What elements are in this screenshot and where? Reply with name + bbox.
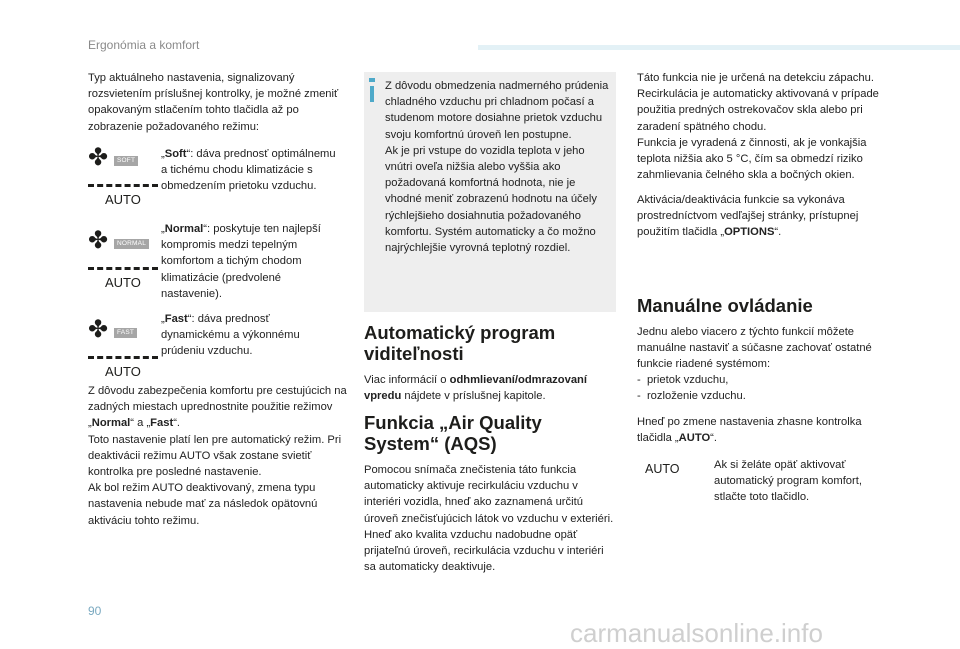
normal-mode-icon (88, 227, 158, 290)
auto-label: AUTO (105, 192, 141, 207)
divider (88, 267, 158, 270)
aqs-details: Táto funkcia nie je určená na detekciu zápachu. Recirkulácia je automaticky aktivovaná v prípade použitia predných ostrekovačov skla alebo pri zaradení spätného chodu. Funkcia je vyradená z činnosti, ak je vonkajšia teplota nižšia ako 5 °C, čím sa obmedzí riziko zahmlievania čelného skla a bočných okien. (637, 72, 879, 182)
options-text: Aktivácia/deaktivácia funkcie sa vykonáva prostredníctvom vedľajšej stránky, prístupnej použitím tlačidla „OPTIONS“. (637, 194, 859, 239)
manual-text: Jednu alebo viacero z týchto funkcií môžete manuálne nastaviť a súčasne zachovať ostatné funkcie riadené systémom: (637, 326, 872, 371)
aqs-text: Pomocou snímača znečistenia táto funkcia automaticky aktivuje recirkuláciu vzduchu v interiéri vozidla, hneď ako zaznamená určitú úroveň znečisťujúcich látok vo vzduchu v exteriéri. Hneď ako kvalita vzduchu nadobudne opäť prijateľnú úroveň, recirkulácia vzduchu v interiéri sa automaticky deaktivuje. (364, 464, 614, 574)
mode-label: FAST (114, 328, 137, 338)
comfort-paragraph: Z dôvodu zabezpečenia komfortu pre cestujúcich na zadných miestach uprednostnite použitie režimov „Normal“ a „Fast“. Toto nastavenie platí len pre automatický režim. Pri deaktivácii režimu AUTO však zostane svietiť kontrolka pre posledné nastavenie. Ak bol režim AUTO deaktivovaný, zmena typu nastavenia nebude mať za následok opätovnú aktiváciu tohto režimu. (88, 385, 347, 527)
fast-mode-text: „Fast“: dáva prednosť dynamickému a výkonnému prúdeniu vzduchu. (161, 313, 300, 358)
auto-label: AUTO (105, 364, 141, 379)
mode-name: Fast (164, 313, 188, 325)
soft-mode-icon (88, 144, 158, 207)
divider (88, 356, 158, 359)
list-item: - prietok vzduchu, (637, 374, 729, 386)
fast-mode-icon (88, 316, 158, 379)
auto-label: AUTO (105, 275, 141, 290)
heading-manual-control: Manuálne ovládanie (637, 295, 813, 316)
after-change-text: Hneď po zmene nastavenia zhasne kontrolka tlačidla „AUTO“. (637, 416, 862, 445)
page-number: 90 (88, 604, 102, 618)
mode-name: Normal (164, 223, 204, 235)
watermark: carmanualsonline.info (570, 618, 823, 648)
manual-list (637, 372, 897, 404)
mode-name: Soft (164, 148, 187, 160)
info-icon-bar (370, 86, 374, 102)
fan-icon: ✤ (88, 227, 109, 254)
list-item: - rozloženie vzduchu. (637, 390, 746, 403)
mode-label: NORMAL (114, 239, 149, 249)
divider (88, 184, 158, 187)
auto-button-text: Ak si želáte opäť aktivovať automatický program komfort, stlačte toto tlačidlo. (714, 459, 862, 504)
header-bar (478, 45, 960, 50)
fan-icon: ✤ (88, 144, 109, 171)
mode-label: SOFT (114, 156, 138, 166)
intro-text: Typ aktuálneho nastavenia, signalizovaný rozsvietením príslušnej kontrolky, je možné zmeniť opakovaným stlačením tohto tlačidla až po zobrazenie požadovaného režimu: (88, 72, 339, 133)
heading-visibility-program: Automatický program viditeľnosti (364, 322, 556, 364)
chapter-title: Ergonómia a komfort (88, 38, 200, 52)
info-text: Z dôvodu obmedzenia nadmerného prúdenia chladného vzduchu pri chladnom počasí a studenom motore dosiahne prietok vzduchu svoju komfortnú úroveň len postupne. Ak je pri vstupe do vozidla teplota v jeho vnútri oveľa nižšia alebo vyššia ako požadovaná komfortná hodnota, nie je vhodné meniť zobrazenú hodnotu na účely rýchlejšieho dosiahnutia požadovaného komfortu. Systém automaticky a čo možno najrýchlejšie vyrovná teplotný rozdiel. (385, 80, 609, 255)
fan-icon: ✤ (88, 316, 109, 343)
visibility-program-text: Viac informácií o odhmlievaní/odmrazovaní vpredu nájdete v príslušnej kapitole. (364, 374, 587, 403)
info-icon (369, 78, 375, 82)
auto-button-label: AUTO (645, 462, 680, 476)
normal-mode-text: „Normal“: poskytuje ten najlepší kompromis medzi tepelným komfortom a tichým chodom klimatizácie (predvolené nastavenie). (161, 223, 321, 300)
soft-mode-text: „Soft“: dáva prednosť optimálnemu a tichému chodu klimatizácie s obmedzením prietoku vzduchu. (161, 148, 336, 193)
heading-aqs: Funkcia „Air Quality System“ (AQS) (364, 412, 542, 454)
